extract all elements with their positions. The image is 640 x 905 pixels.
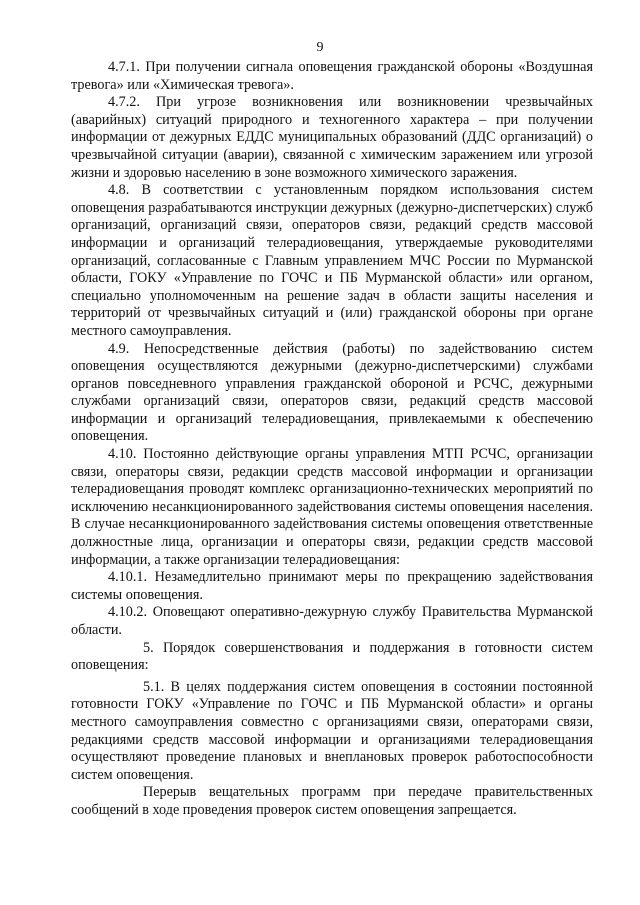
section-5-heading: 5. Порядок совершенствования и поддержания в готовности систем оповещения: bbox=[71, 639, 593, 674]
paragraph-broadcast-interruption: Перерыв вещательных программ при передаче правительственных сообщений в ходе проведения проверок систем оповещения запрещается. bbox=[71, 784, 593, 818]
paragraph-4-7-2: 4.7.2. При угрозе возникновения или возникновении чрезвычайных (аварийных) ситуаций природного и техногенного характера – при получении информации от дежурных ЕДДС муниципальных образований (ДДС организаций) о чрезвычайной ситуации (аварии), связанной с химическим заражением или угрозой жизни и здоровью населению в зоне возможного химического заражения. bbox=[71, 94, 593, 181]
paragraph-4-7-1: 4.7.1. При получении сигнала оповещения гражданской обороны «Воздушная тревога» или «Химическая тревога». bbox=[71, 59, 593, 93]
paragraph-4-8: 4.8. В соответствии с установленным порядком использования систем оповещения разрабатываются инструкции дежурных (дежурно-диспетчерских) служб организаций, организаций связи, операторов связи, редакций средств массовой информации и организаций телерадиовещания, утверждаемые руководителями организаций, согласованные с Главным управлением МЧС России по Мурманской области, ГОКУ «Управление по ГОЧС и ПБ Мурманской области» или органом, специально уполномоченным на решение задач в области защиты населения и территорий от чрезвычайных ситуаций и (или) гражданской обороны при органе местного самоуправления. bbox=[71, 182, 593, 339]
paragraph-4-9: 4.9. Непосредственные действия (работы) по задействованию систем оповещения осуществляются дежурными (дежурно-диспетчерскими) службами органов повседневного управления гражданской обороной и РСЧС, дежурными службами организаций связи, операторов связи, редакций средств массовой информации и организаций телерадиовещания, привлекаемыми к обеспечению оповещения. bbox=[71, 340, 593, 445]
document-body bbox=[71, 59, 593, 820]
paragraph-4-10: 4.10. Постоянно действующие органы управления МТП РСЧС, организации связи, операторы связи, редакции средств массовой информации и организации телерадиовещания проводят комплекс организационно-технических мероприятий по исключению несанкционированного задействования системы оповещения населения. В случае несанкционированного задействования системы оповещения ответственные должностные лица, организации и операторы связи, редакции средств массовой информации, а также организации телерадиовещания: bbox=[71, 446, 593, 568]
page-number: 9 bbox=[316, 40, 324, 55]
paragraph-5-1: 5.1. В целях поддержания систем оповещения в состоянии постоянной готовности ГОКУ «Управление по ГОЧС и ПБ Мурманской области» и органы местного самоуправления совместно с организациями связи, операторами связи, редакциями средств массовой информации и организациями телерадиовещания осуществляют проведение плановых и внеплановых проверок работоспособности систем оповещения. bbox=[71, 678, 593, 783]
paragraph-4-10-2: 4.10.2. Оповещают оперативно-дежурную службу Правительства Мурманской области. bbox=[71, 604, 593, 638]
paragraph-4-10-1: 4.10.1. Незамедлительно принимают меры по прекращению задействования системы оповещения. bbox=[71, 569, 593, 603]
